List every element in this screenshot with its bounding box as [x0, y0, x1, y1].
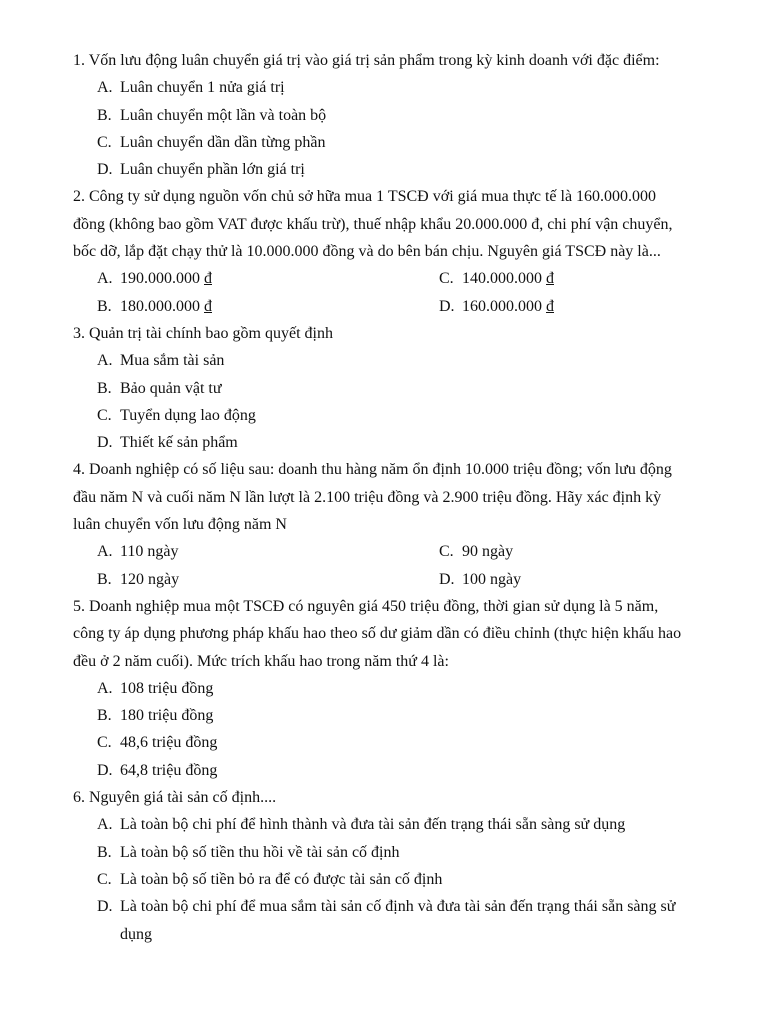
question-4-stem-line-3: luân chuyển vốn lưu động năm N: [73, 516, 287, 534]
question-4-option-c: C. 90 ngày: [439, 543, 514, 561]
question-3-option-a: A. Mua sắm tài sản: [97, 352, 225, 370]
question-5-option-c: C. 48,6 triệu đồng: [97, 734, 218, 752]
question-5-stem-line-1: 5. Doanh nghiệp mua một TSCĐ có nguyên giá 450 triệu đồng, thời gian sử dụng là 5 năm,: [73, 597, 659, 615]
question-6: [73, 784, 723, 948]
question-4-options: [73, 538, 723, 593]
question-3-option-c: C. Tuyển dụng lao động: [97, 406, 256, 424]
question-1-option-c: C. Luân chuyển dần dần từng phần: [97, 133, 326, 151]
question-3-stem: 3. Quản trị tài chính bao gồm quyết định: [73, 324, 333, 342]
question-5: [73, 593, 723, 784]
question-4: [73, 456, 723, 592]
question-5-stem-line-2: công ty áp dụng phương pháp khấu hao theo số dư giảm dần có điều chỉnh (thực hiện khấu hao: [73, 625, 682, 643]
question-1-option-d: D. Luân chuyển phần lớn giá trị: [97, 161, 305, 179]
question-4-stem-line-2: đầu năm N và cuối năm N lần lượt là 2.100 triệu đồng và 2.900 triệu đồng. Hãy xác định kỳ: [73, 488, 662, 506]
question-3: [73, 320, 723, 456]
question-2-stem-line-1: 2. Công ty sử dụng nguồn vốn chủ sở hữa mua 1 TSCĐ với giá mua thực tế là 160.000.000: [73, 188, 657, 206]
question-5-option-a: A. 108 triệu đồng: [97, 679, 214, 697]
question-4-stem-line-1: 4. Doanh nghiệp có số liệu sau: doanh thu hàng năm ổn định 10.000 triệu đồng; vốn lưu động: [73, 461, 672, 479]
question-5-option-d: D. 64,8 triệu đồng: [97, 761, 218, 779]
question-2-option-a: A. 190.000.000 đ: [97, 270, 212, 288]
question-2: [73, 183, 723, 319]
question-6-option-d: D. Là toàn bộ chi phí để mua sắm tài sản cố định và đưa tài sản đến trạng thái sẵn sàng sử dụng: [97, 898, 676, 943]
question-5-stem-line-3: đều ở 2 năm cuối). Mức trích khấu hao trong năm thứ 4 là:: [73, 652, 449, 670]
question-2-stem-line-2: đồng (không bao gồm VAT được khấu trừ), thuế nhập khẩu 20.000.000 đ, chi phí vận chuyển,: [73, 215, 673, 233]
question-1-stem: 1. Vốn lưu động luân chuyển giá trị vào giá trị sản phẩm trong kỳ kinh doanh với đặc điểm:: [73, 52, 660, 69]
question-5-option-b: B. 180 triệu đồng: [97, 707, 214, 725]
question-2-option-b: B. 180.000.000 đ: [97, 297, 212, 315]
question-2-option-d: D. 160.000.000 đ: [439, 297, 554, 315]
question-1: [73, 47, 723, 183]
question-4-option-a: A. 110 ngày: [97, 543, 179, 561]
question-6-option-c: C. Là toàn bộ số tiền bỏ ra để có được tài sản cố định: [97, 870, 443, 888]
question-6-option-a: A. Là toàn bộ chi phí để hình thành và đưa tài sản đến trạng thái sẵn sàng sử dụng: [97, 816, 626, 834]
question-6-option-b: B. Là toàn bộ số tiền thu hồi về tài sản cố định: [97, 843, 400, 861]
question-2-option-c: C. 140.000.000 đ: [439, 270, 554, 288]
question-2-options: [73, 265, 723, 320]
question-4-option-d: D. 100 ngày: [439, 570, 522, 588]
question-3-option-d: D. Thiết kế sản phẩm: [97, 434, 238, 452]
question-1-option-a: A. Luân chuyển 1 nửa giá trị: [97, 79, 285, 97]
question-6-stem: 6. Nguyên giá tài sản cố định....: [73, 789, 277, 807]
question-3-option-b: B. Bảo quản vật tư: [97, 379, 222, 397]
question-2-stem-line-3: bốc dỡ, lắp đặt chạy thử là 10.000.000 đồng và do bên bán chịu. Nguyên giá TSCĐ này là...: [73, 243, 661, 261]
question-1-option-b: B. Luân chuyển một lần và toàn bộ: [97, 106, 327, 124]
question-4-option-b: B. 120 ngày: [97, 570, 180, 588]
question-list: [73, 47, 723, 948]
